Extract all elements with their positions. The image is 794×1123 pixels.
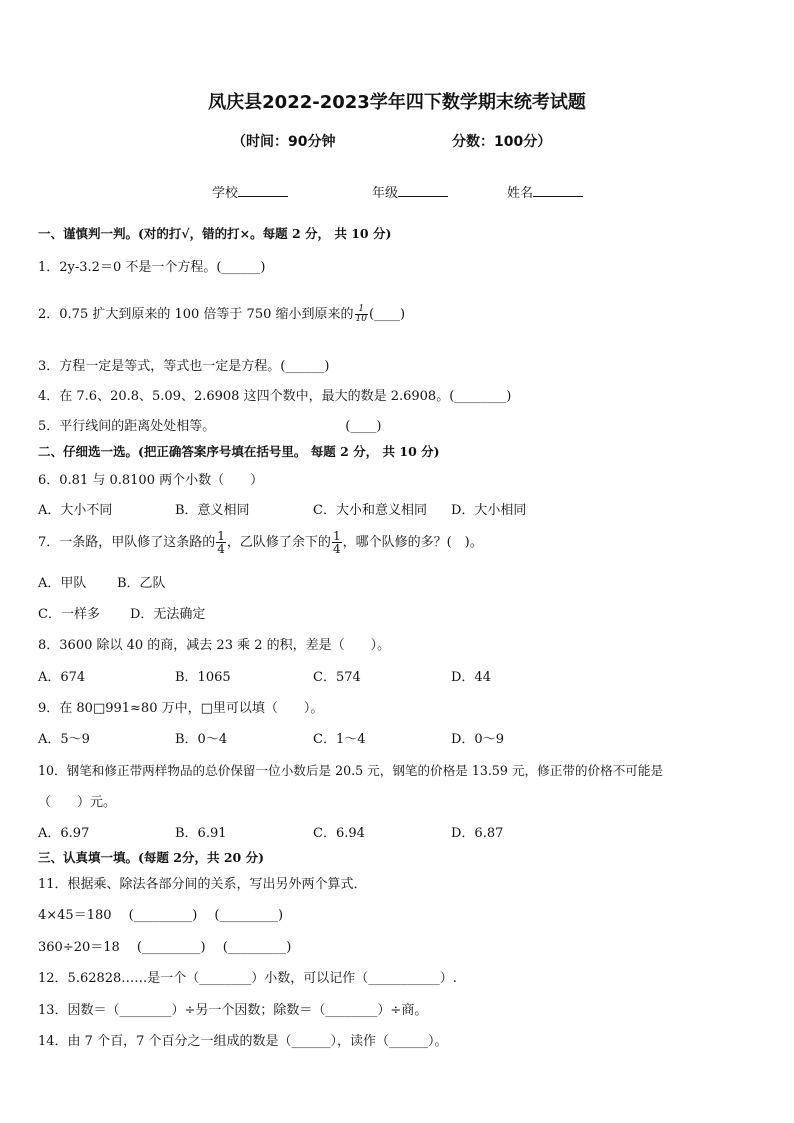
q8-option-a: A．674	[38, 670, 86, 685]
question-8: 8．3600 除以 40 的商，减去 23 乘 2 的积，差是（ ）。	[38, 638, 391, 653]
question-2-text: 2．0.75 扩大到原来的 100 倍等于 750 缩小到原来的	[38, 307, 354, 322]
grade-field	[372, 182, 448, 201]
question-2	[38, 303, 405, 324]
school-blank	[238, 184, 288, 197]
question-1: 1．2y-3.2＝0 不是一个方程。(______)	[38, 260, 266, 275]
question-2-blank: (____)	[368, 307, 406, 322]
q7-option-c: C．一样多	[38, 607, 100, 622]
q6-option-d: D．大小相同	[451, 503, 527, 518]
q7-option-b: B．乙队	[117, 576, 166, 591]
q10-option-b: B．6.91	[175, 826, 227, 841]
question-7-part1: 7．一条路，甲队修了这条路的	[38, 535, 216, 550]
question-14: 14．由 7 个百，7 个百分之一组成的数是（______），读作（______）。	[38, 1034, 448, 1049]
time-info: （时间：90分钟	[232, 134, 336, 150]
fraction-one-quarter-a: $\frac{1}{4}$	[217, 529, 225, 556]
question-7-part2: ，乙队修了余下的	[226, 535, 331, 550]
q9-option-c: C．1～4	[313, 732, 366, 747]
q8-option-b: B．1065	[175, 670, 231, 685]
question-11-b: 360÷20＝18 (_________) (_________)	[38, 940, 292, 955]
q7-option-d: D．无法确定	[130, 607, 206, 622]
fraction-one-tenth: $\frac{1}{10}$	[355, 304, 367, 324]
name-label: 姓名	[507, 186, 534, 201]
q7-option-a: A．甲队	[38, 576, 87, 591]
grade-blank	[398, 184, 448, 197]
name-field	[507, 182, 583, 201]
q9-option-d: D．0～9	[451, 732, 504, 747]
q8-option-d: D．44	[451, 670, 491, 685]
fraction-one-quarter-b: $\frac{1}{4}$	[332, 529, 341, 556]
q10-option-c: C．6.94	[313, 826, 365, 841]
school-label: 学校	[212, 186, 239, 201]
score-info: 分数：100分）	[452, 134, 552, 150]
question-5-text: 5．平行线间的距离处处相等。	[38, 419, 216, 434]
q10-option-a: A．6.97	[38, 826, 90, 841]
q8-option-c: C．574	[313, 670, 361, 685]
question-9: 9．在 80□991≈80 万中，□里可以填（ ）。	[38, 701, 324, 716]
question-11-a: 4×45＝180 (_________) (_________)	[38, 908, 284, 923]
question-11: 11．根据乘、除法各部分间的关系，写出另外两个算式．	[38, 877, 367, 892]
q6-option-c: C．大小和意义相同	[313, 503, 427, 518]
grade-label: 年级	[372, 186, 399, 201]
section3-heading: 三、认真填一填。(每题 2分，共 20 分)	[38, 850, 264, 865]
question-12: 12．5.62828……是一个（________）小数，可以记作（___________）.	[38, 971, 457, 986]
question-7-part3: ，哪个队修的多？( )。	[342, 535, 483, 550]
section2-heading: 二、仔细选一选。(把正确答案序号填在括号里。 每题 2 分， 共 10 分)	[38, 444, 440, 459]
page-title: 凤庆县2022-2023学年四下数学期末统考试题	[208, 92, 586, 113]
section1-heading: 一、谨慎判一判。(对的打√，错的打×。每题 2 分， 共 10 分)	[38, 226, 392, 241]
q6-option-a: A．大小不同	[38, 503, 113, 518]
q9-option-b: B．0～4	[175, 732, 228, 747]
name-blank	[533, 184, 583, 197]
question-3: 3．方程一定是等式，等式也一定是方程。(______)	[38, 359, 330, 374]
q10-option-d: D．6.87	[451, 826, 504, 841]
question-6: 6．0.81 与 0.8100 两个小数（ ）	[38, 473, 264, 488]
question-13: 13．因数＝（________）÷另一个因数；除数＝（________）÷商。	[38, 1003, 428, 1018]
question-4: 4．在 7.6、20.8、5.09、2.6908 这四个数中，最大的数是 2.6908。(________)	[38, 389, 512, 404]
q6-option-b: B．意义相同	[175, 503, 250, 518]
q9-option-a: A．5～9	[38, 732, 90, 747]
question-10-line1: 10．钢笔和修正带两样物品的总价保留一位小数后是 20.5 元，钢笔的价格是 13.59 元，修正带的价格不可能是	[38, 763, 664, 778]
question-7	[38, 530, 483, 555]
question-10-line2: （ ）元。	[38, 795, 117, 810]
question-5-blank: (____)	[345, 419, 382, 434]
question-5	[38, 415, 381, 434]
school-field	[212, 182, 288, 201]
